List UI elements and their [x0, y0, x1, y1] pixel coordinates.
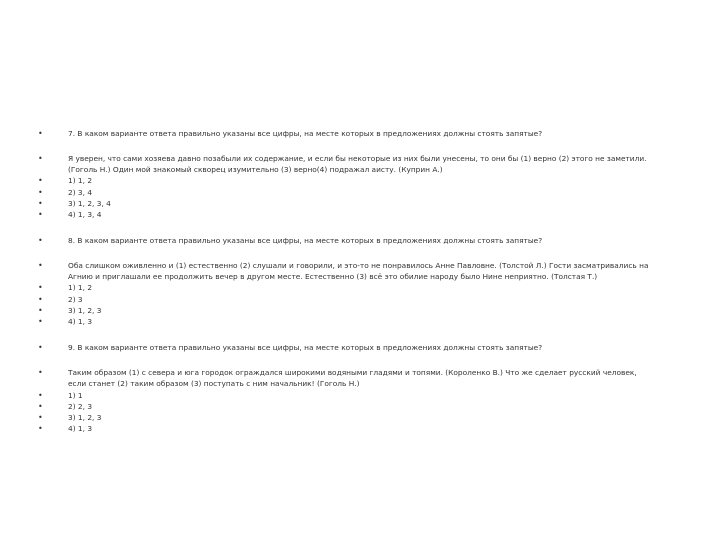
option-7-1: • 1) 1, 2	[38, 175, 654, 186]
question-7: • 7. В каком варианте ответа правильно указаны все цифры, на месте которых в предложениях должны стоять запятые?	[38, 128, 654, 139]
sentence-9: • Таким образом (1) с севера и юга городок ограждался широкими водяными гладями и топями. (Короленко В.) Что же сделает русский человек, если станет (2) таким образом (3) поступать с ним начальник! (Гоголь Н.)	[38, 367, 654, 390]
option-7-3: • 3) 1, 2, 3, 4	[38, 198, 654, 209]
question-list	[38, 128, 654, 435]
option-9-3: • 3) 1, 2, 3	[38, 412, 654, 423]
option-7-2: • 2) 3, 4	[38, 187, 654, 198]
option-9-4: • 4) 1, 3	[38, 423, 654, 434]
sentence-8: • Оба слишком оживленно и (1) естественно (2) слушали и говорили, и это-то не понравилось Анне Павловне. (Толстой Л.) Гости засматривались на Агнию и приглашали ее продолжить вечер в другом месте. Естественно (3) всё это обилие народу было Нине неприятно. (Толстая Т.)	[38, 260, 654, 283]
option-9-2: • 2) 2, 3	[38, 401, 654, 412]
option-8-3: • 3) 1, 2, 3	[38, 305, 654, 316]
question-8: • 8. В каком варианте ответа правильно указаны все цифры, на месте которых в предложениях должны стоять запятые?	[38, 235, 654, 246]
option-8-1: • 1) 1, 2	[38, 282, 654, 293]
sentence-7: • Я уверен, что сами хозяева давно позабыли их содержание, и если бы некоторые из них были унесены, то они бы (1) верно (2) этого не заметили. (Гоголь Н.) Один мой знакомый скворец изумительно (3) верно(4) подражал аисту. (Куприн А.)	[38, 153, 654, 176]
option-7-4: • 4) 1, 3, 4	[38, 209, 654, 220]
option-8-4: • 4) 1, 3	[38, 316, 654, 327]
question-9: • 9. В каком варианте ответа правильно указаны все цифры, на месте которых в предложениях должны стоять запятые?	[38, 342, 654, 353]
option-9-1: • 1) 1	[38, 390, 654, 401]
option-8-2: • 2) 3	[38, 294, 654, 305]
